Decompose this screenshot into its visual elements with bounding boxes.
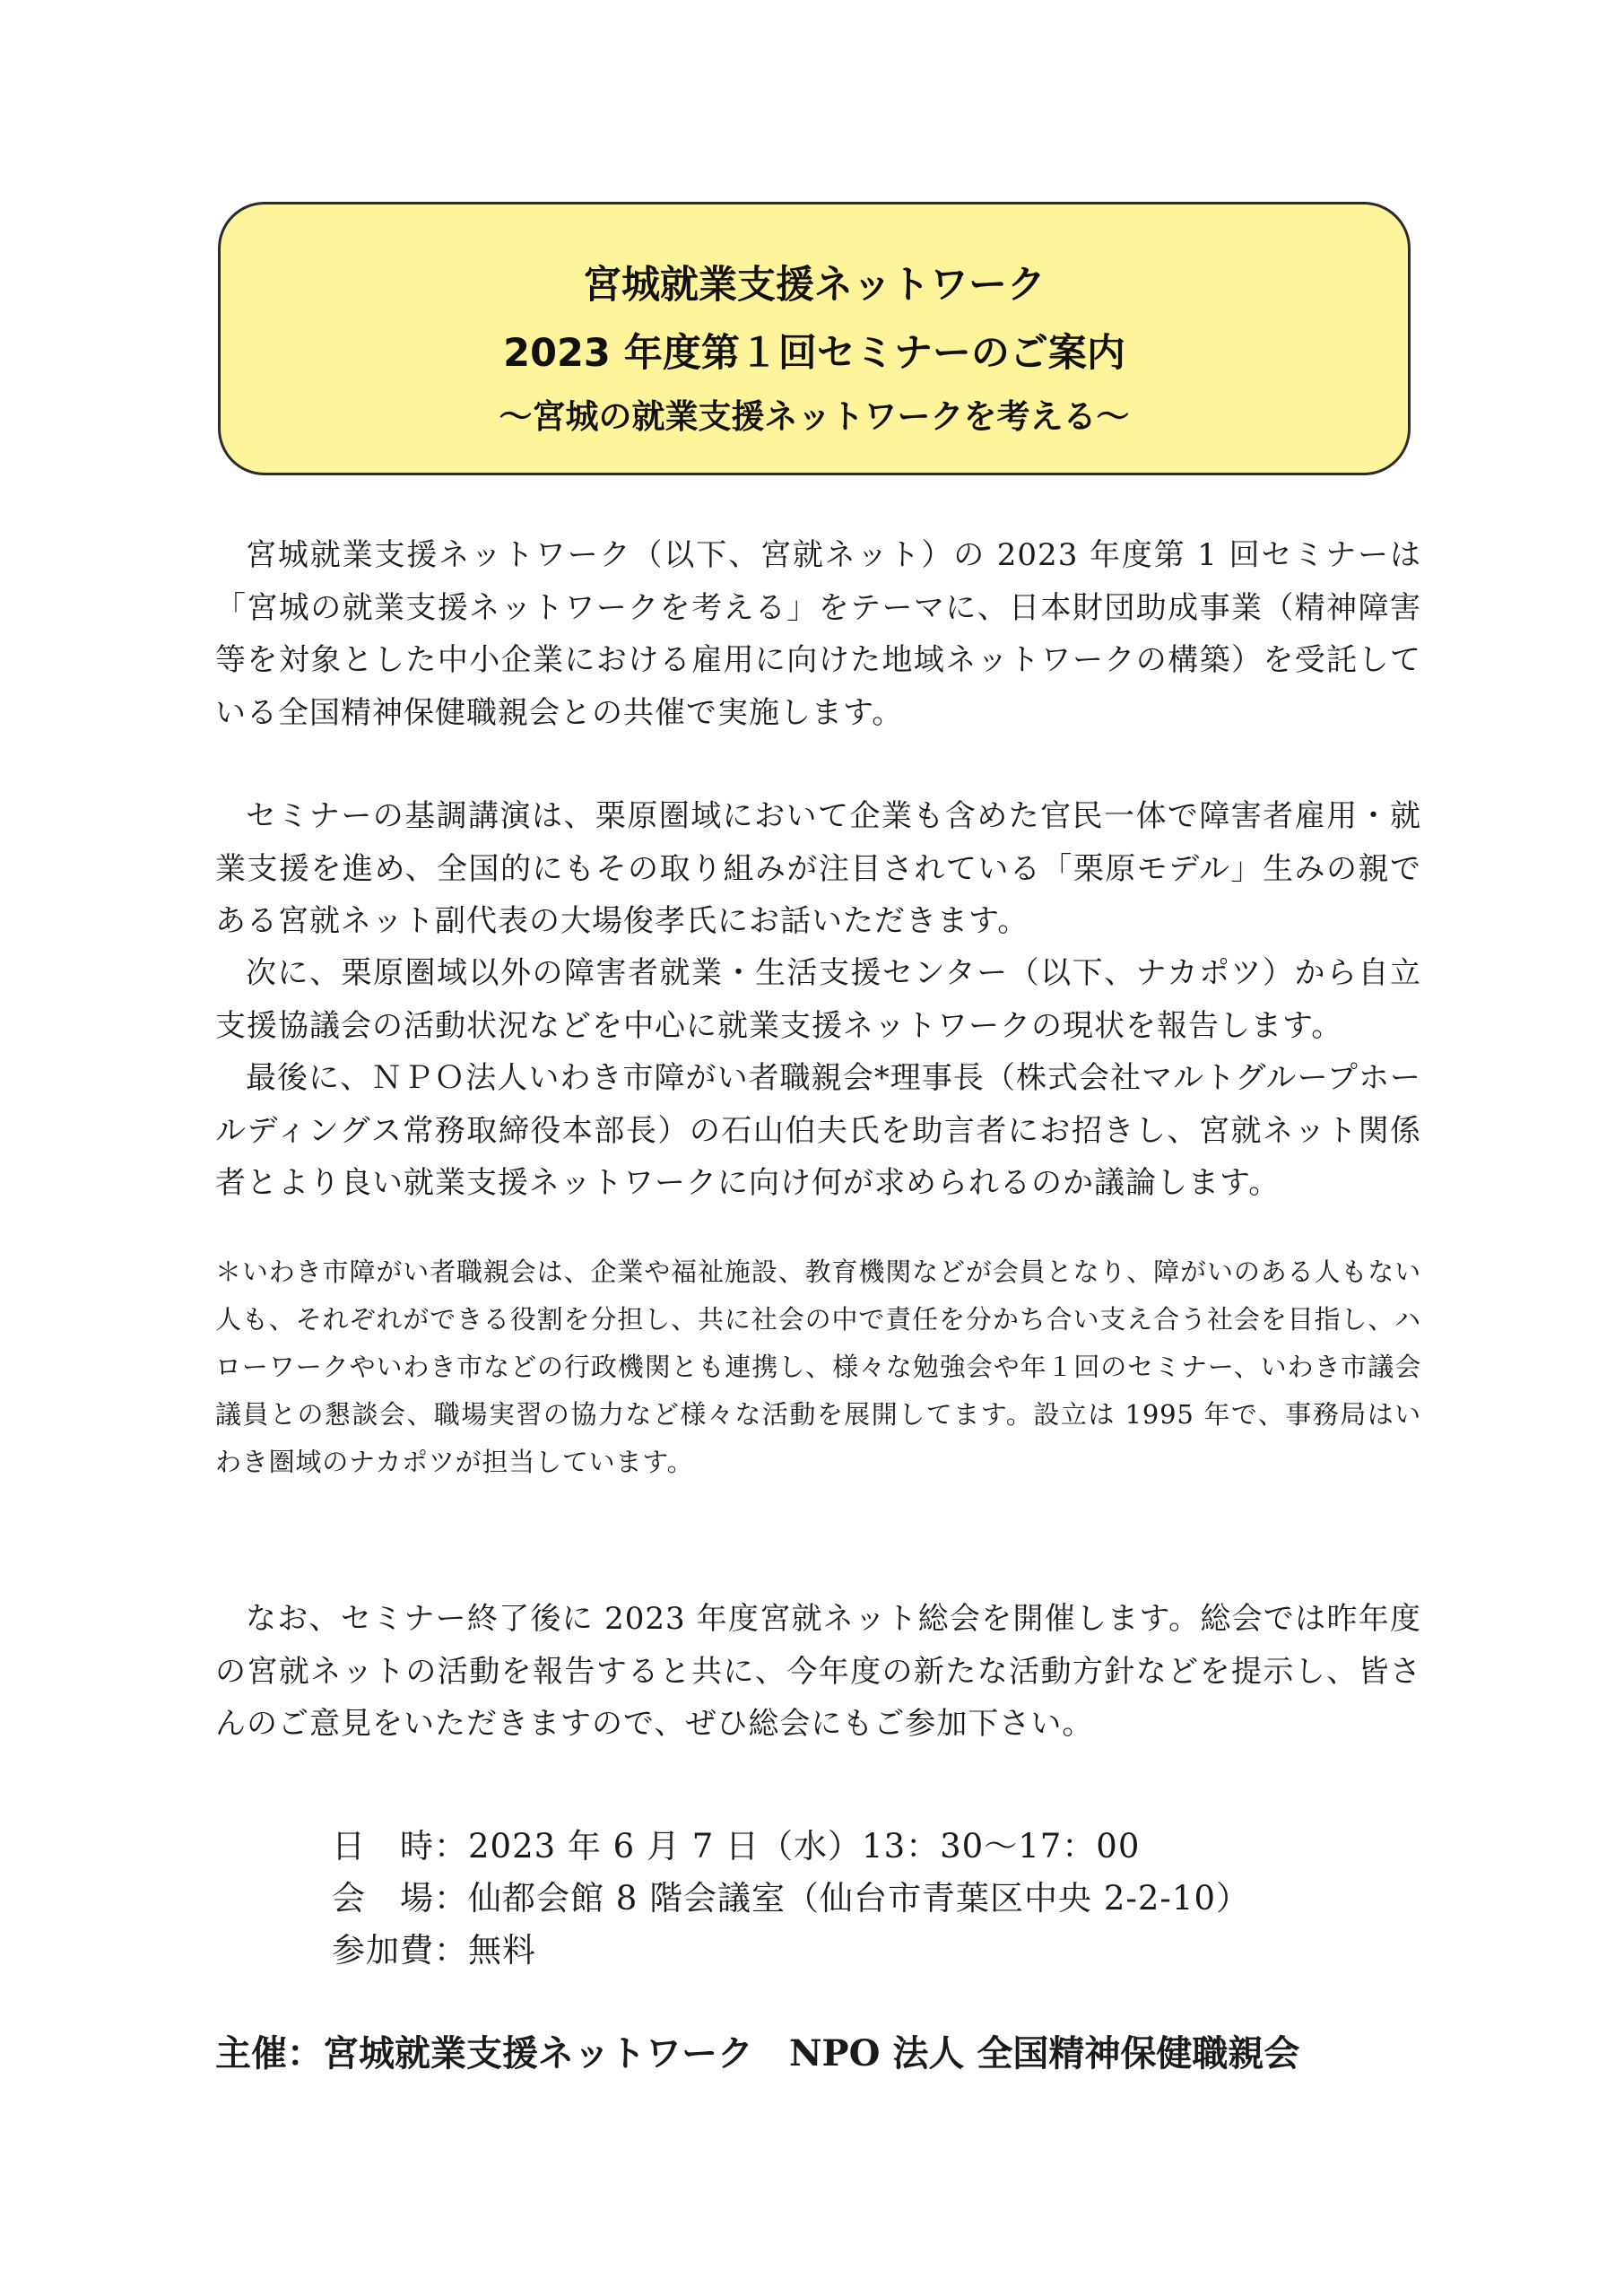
event-fee: 参加費：無料 bbox=[332, 1931, 536, 1970]
keynote-paragraph bbox=[215, 790, 1421, 948]
report-paragraph bbox=[215, 947, 1421, 1052]
paragraph-text: セミナーの基調講演は、栗原圏域において企業も含めた官民一体で障害者雇用・就業支援を進め、全国的にもその取り組みが注目されている「栗原モデル」生みの親である宮就ネット副代表の大場俊孝氏にお話いただきます。 bbox=[215, 798, 1421, 939]
paragraph-text: 宮城就業支援ネットワーク（以下、宮就ネット）の 2023 年度第 1 回セミナーは「宮城の就業支援ネットワークを考える」をテーマに、日本財団助成事業（精神障害等を対象とした中小企業における雇用に向けた地域ネットワークの構築）を受託している全国精神保健職親会との共催で実施します。 bbox=[215, 537, 1421, 731]
event-info bbox=[332, 1821, 1250, 1977]
organizer: 主催：宮城就業支援ネットワーク NPO 法人 全国精神保健職親会 bbox=[215, 2032, 1300, 2074]
title-subtitle: ～宮城の就業支援ネットワークを考える～ bbox=[499, 397, 1130, 436]
title-box bbox=[218, 202, 1411, 475]
paragraph-text: 最後に、ＮＰＯ法人いわき市障がい者職親会*理事長（株式会社マルトグループホールディングス常務取締役本部長）の石山伯夫氏を助言者にお招きし、宮就ネット関係者とより良い就業支援ネットワークに向け何が求められるのか議論します。 bbox=[215, 1060, 1421, 1201]
discussion-paragraph bbox=[215, 1052, 1421, 1210]
intro-paragraph bbox=[215, 529, 1421, 739]
paragraph-text: なお、セミナー終了後に 2023 年度宮就ネット総会を開催します。総会では昨年度の宮就ネットの活動を報告すると共に、今年度の新たな活動方針などを提示し、皆さんのご意見をいただきますので、ぜひ総会にもご参加下さい。 bbox=[215, 1601, 1421, 1742]
title-line-2: 2023 年度第１回セミナーのご案内 bbox=[503, 331, 1125, 376]
title-line-1: 宮城就業支援ネットワーク bbox=[583, 263, 1046, 308]
footnote-text: ＊いわき市障がい者職親会は、企業や福祉施設、教育機関などが会員となり、障がいのある人もない人も、それぞれができる役割を分担し、共に社会の中で責任を分かち合い支え合う社会を目指し、ハローワークやいわき市などの行政機関とも連携し、様々な勉強会や年１回のセミナー、いわき市議会議員との懇談会、職場実習の協力など様々な活動を展開してます。設立は 1995 年で、事務局はいわき圏域のナカポツが担当しています。 bbox=[215, 1257, 1421, 1477]
paragraph-text: 次に、栗原圏域以外の障害者就業・生活支援センター（以下、ナカポツ）から自立支援協議会の活動状況などを中心に就業支援ネットワークの現状を報告します。 bbox=[215, 955, 1421, 1044]
event-date: 日 時：2023 年 6 月 7 日（水）13：30～17：00 bbox=[332, 1827, 1141, 1866]
footnote bbox=[215, 1248, 1421, 1486]
closing-paragraph bbox=[215, 1593, 1421, 1751]
event-venue: 会 場：仙都会館 8 階会議室（仙台市青葉区中央 2-2-10） bbox=[332, 1879, 1250, 1918]
